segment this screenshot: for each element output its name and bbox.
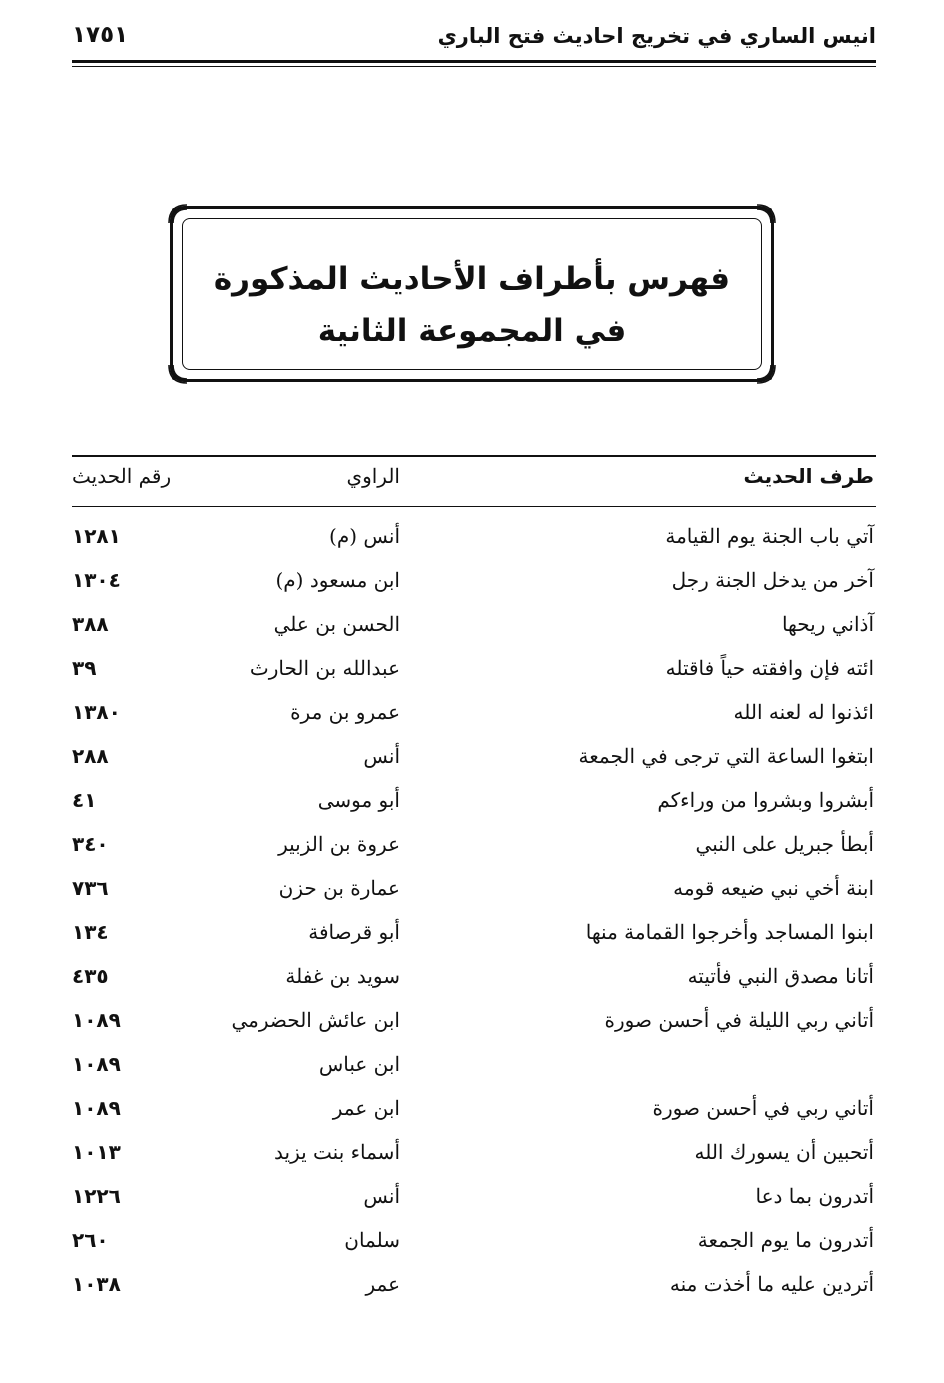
hadith-number: ٧٣٦ [72,876,109,900]
hadith-number: ١٣٤ [72,920,109,944]
narrator: الحسن بن علي [273,612,400,636]
hadith-number: ١٢٨١ [72,524,121,548]
table-row [0,1140,944,1184]
table-row [0,1184,944,1228]
hadith-number: ٣٤٠ [72,832,109,856]
table-row [0,876,944,920]
hadith-number: ١٠٨٩ [72,1052,121,1076]
narrator: أنس (م) [329,524,400,548]
column-header-number: رقم الحديث [72,464,172,488]
section-title [173,253,771,357]
table-row [0,832,944,876]
table-row [0,788,944,832]
narrator: أبو قرصافة [308,920,400,944]
hadith-incipit: أتدرون بما دعا [755,1184,874,1208]
hadith-incipit: ائته فإن وافقته حياً فاقتله [665,656,874,680]
narrator: ابن عمر [332,1096,400,1120]
table-row [0,1096,944,1140]
hadith-incipit: أتاني ربي الليلة في أحسن صورة [604,1008,874,1032]
header-rule-thin [72,66,876,67]
table-row [0,920,944,964]
ornament-corner-icon [755,203,777,225]
page-number: ١٧٥١ [72,22,129,48]
narrator: عمر [365,1272,400,1296]
narrator: أنس [363,1184,400,1208]
narrator: عبدالله بن الحارث [249,656,400,680]
hadith-incipit: ابنة أخي نبي ضيعه قومه [673,876,874,900]
narrator: عمارة بن حزن [278,876,400,900]
table-row [0,524,944,568]
hadith-incipit: أتردين عليه ما أخذت منه [669,1272,874,1296]
table-row [0,656,944,700]
hadith-number: ٣٨٨ [72,612,109,636]
ornament-corner-icon [167,363,189,385]
narrator: عمرو بن مرة [290,700,400,724]
hadith-number: ٤١ [72,788,97,812]
narrator: أسماء بنت يزيد [274,1140,400,1164]
hadith-incipit: أتحبين أن يسورك الله [694,1140,874,1164]
table-row [0,1008,944,1052]
table-row [0,700,944,744]
hadith-incipit: أتدرون ما يوم الجمعة [697,1228,874,1252]
index-table-body [0,524,944,1316]
narrator: سلمان [344,1228,400,1252]
hadith-number: ١٠٣٨ [72,1272,121,1296]
header-rule [72,60,876,63]
table-top-rule [72,455,876,457]
ornament-corner-icon [167,203,189,225]
section-title-line-1: فهرس بأطراف الأحاديث المذكورة [213,261,731,297]
hadith-number: ١٠٨٩ [72,1008,121,1032]
hadith-number: ٢٨٨ [72,744,109,768]
hadith-number: ٣٩ [72,656,97,680]
hadith-incipit: أبطأ جبريل على النبي [695,832,874,856]
narrator: ابن عباس [318,1052,400,1076]
running-head [72,18,876,60]
table-row [0,1228,944,1272]
table-row [0,744,944,788]
hadith-incipit: ائذنوا له لعنه الله [733,700,874,724]
narrator: عروة بن الزبير [278,832,400,856]
hadith-incipit: أبشروا وبشروا من وراءكم [657,788,874,812]
table-row [0,1272,944,1316]
narrator: ابن عائش الحضرمي [231,1008,400,1032]
hadith-incipit: آخر من يدخل الجنة رجل [671,568,874,592]
table-row [0,1052,944,1096]
hadith-number: ٢٦٠ [72,1228,109,1252]
hadith-incipit: ابتغوا الساعة التي ترجى في الجمعة [578,744,874,768]
table-row [0,612,944,656]
table-header-rule [72,506,876,507]
hadith-incipit: آتي باب الجنة يوم القيامة [665,524,874,548]
hadith-incipit: آذاني ريحها [781,612,874,636]
running-head-title: انيس الساري في تخريج احاديث فتح الباري [437,24,876,48]
column-header-hadith: طرف الحديث [743,464,874,488]
table-row [0,568,944,612]
hadith-incipit: أتانا مصدق النبي فأتيته [687,964,874,988]
narrator: سويد بن غفلة [285,964,400,988]
hadith-number: ١٣٨٠ [72,700,121,724]
hadith-number: ١٠١٣ [72,1140,121,1164]
hadith-number: ١٠٨٩ [72,1096,121,1120]
narrator: أبو موسى [317,788,400,812]
section-title-line-2: في المجموعة الثانية [317,313,627,349]
section-title-frame [170,206,774,382]
hadith-incipit: ابنوا المساجد وأخرجوا القمامة منها [585,920,874,944]
hadith-incipit: أتاني ربي في أحسن صورة [652,1096,874,1120]
narrator: ابن مسعود (م) [275,568,400,592]
hadith-number: ٤٣٥ [72,964,109,988]
column-header-narrator: الراوي [346,464,400,488]
hadith-number: ١٣٠٤ [72,568,121,592]
hadith-number: ١٢٢٦ [72,1184,121,1208]
narrator: أنس [363,744,400,768]
table-row [0,964,944,1008]
ornament-corner-icon [755,363,777,385]
